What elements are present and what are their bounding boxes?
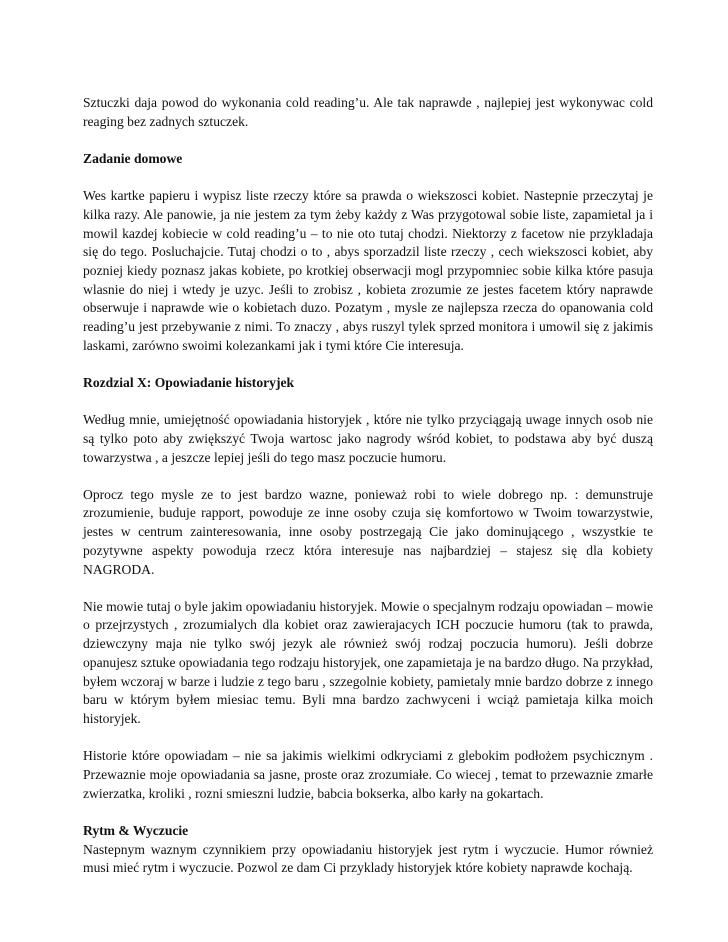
document-page [83, 94, 653, 896]
section-homework [83, 150, 653, 356]
section-paragraph: Wes kartke papieru i wypisz liste rzeczy które sa prawda o wiekszosci kobiet. Nastepnie przeczytaj je kilka razy. Ale panowie, ja nie jestem za tym żeby każdy z Was przygotowal sobie liste, zapamietal ja i mowil kazdej kobiecie w cold reading’u – to nie oto tutaj chodzi. Niektorzy z facetow nie przykladaja się do tego. Posluchajcie. Tutaj chodzi o to , abys sporzadzil liste rzeczy , cech wiekszosci kobiet, aby pozniej kiedy poznasz jakas kobiete, po krotkiej obserwacji mogl przypomniec sobie kilka które pasuja wlasnie do niej i wtedy je uzyc. Jeśli to zrobisz , kobieta zrozumie ze jestes facetem który naprawde obserwuje i naprawde wie o kobietach duzo. Pozatym , mysle ze najlepsza rzecza do opanowania cold reading’u jest przebywanie z nimi. To znaczy , abys ruszyl tylek sprzed monitora i umowil się z jakimis laskami, zarówno swoimi kolezankami jak i tymi które Cie interesuja. [83, 188, 653, 353]
section-heading: Rozdzial X: Opowiadanie historyjek [83, 374, 295, 390]
intro-paragraph: Sztuczki daja powod do wykonania cold reading’u. Ale tak naprawde , najlepiej jest wykonywac cold reaging bez zadnych sztuczek. [83, 95, 653, 129]
section-rhythm [83, 822, 653, 878]
section-heading: Rytm & Wyczucie [83, 822, 189, 838]
section-paragraph: Nie mowie tutaj o byle jakim opowiadaniu historyjek. Mowie o specjalnym rodzaju opowiadan – mowie o przejrzystych , zrozumialych dla kobiet oraz zawierajacych ICH poczucie humoru (tak to prawda, dziewczyny maja nie tylko swój jezyk ale również swój rodzaj poczucia humoru). Jeśli dobrze opanujesz sztuke opowiadania tego rodzaju historyjek, one zapamietaja je na bardzo długo. Na przykład, byłem wczoraj w barze i ludzie z tego baru , szzegolnie kobiety, pamietaly mnie bardzo dobrze z innego baru w którym byłem miesiac temu. Byli mna bardzo zachwyceni i wciąż pamietaja kilka moich historyjek. [83, 598, 653, 726]
section-paragraph: Oprocz tego mysle ze to jest bardzo wazne, ponieważ robi to wiele dobrego np. : demunstruje zrozumienie, buduje rapport, powoduje ze inne osoby czuja się komfortowo w Twoim towarzystwie, jestes w centrum zainteresowania, inne osoby postrzegają Cie jako dominującego , wszystkie te pozytywne aspekty powoduja rzecz która interesuje nas najbardziej – stajesz się dla kobiety NAGRODA. [83, 486, 653, 577]
section-heading: Zadanie domowe [83, 150, 183, 166]
section-paragraph: Według mnie, umiejętność opowiadania historyjek , które nie tylko przyciągają uwage innych osob nie są tylko poto aby zwiększyć Twoja wartosc jako nagrody wśród kobiet, to podstawa aby być duszą towarzystwa , a jeszcze lepiej jeśli do tego masz poczucie humoru. [83, 412, 653, 465]
section-paragraph: Historie które opowiadam – nie sa jakimis wielkimi odkryciami z glebokim podłożem psychicznym . Przewaznie moje opowiadania sa jasne, proste oraz zrozumiałe. Co wiecej , temat to przewaznie zmarłe zwierzatka, kroliki , rozni smieszni ludzie, babcia bokserka, albo karły na gokartach. [83, 748, 653, 801]
section-paragraph: Nastepnym waznym czynnikiem przy opowiadaniu historyjek jest rytm i wyczucie. Humor również musi mieć rytm i wyczucie. Pozwol ze dam Ci przyklady historyjek które kobiety naprawde kochają. [83, 841, 653, 876]
section-storytelling [83, 374, 653, 803]
